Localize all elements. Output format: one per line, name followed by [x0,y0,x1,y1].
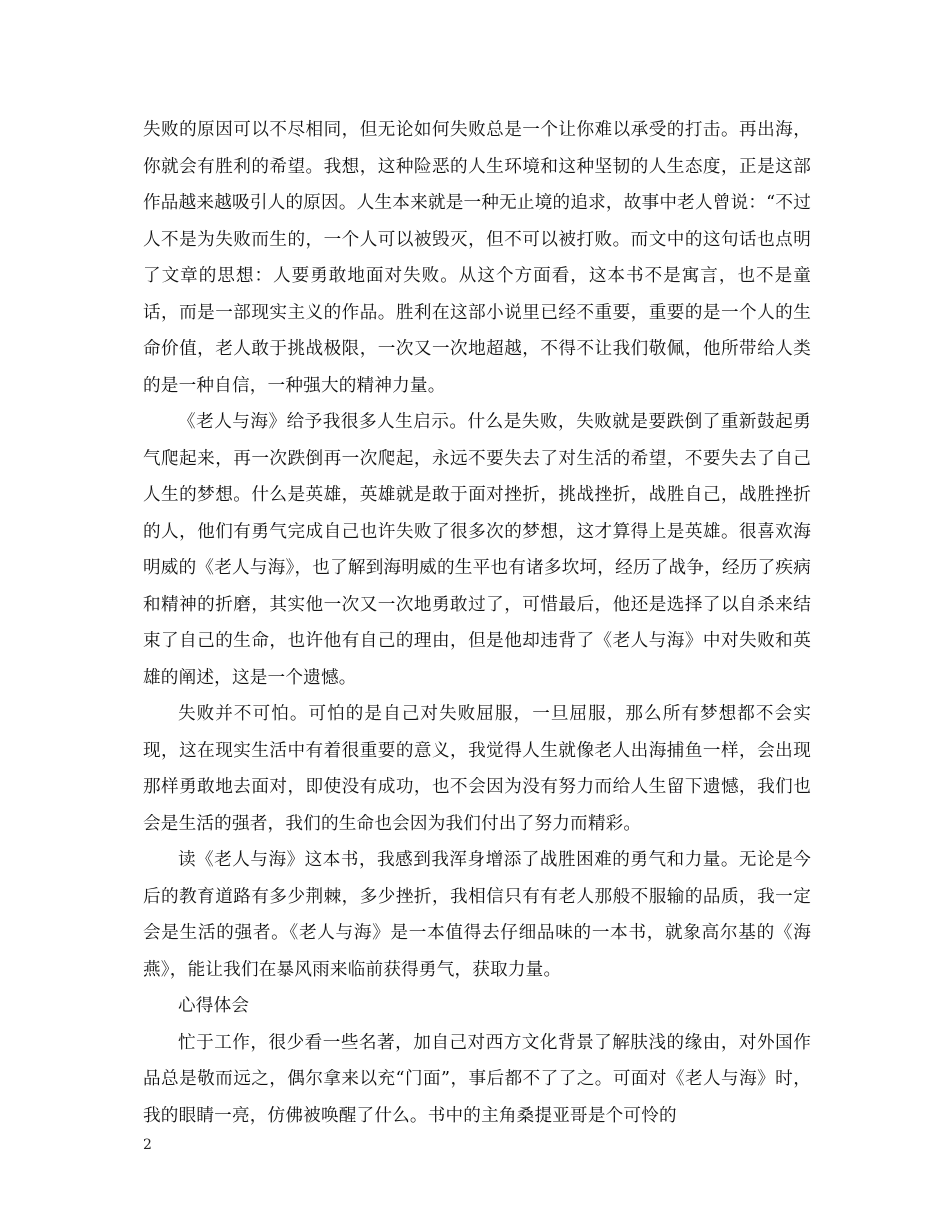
paragraph-3: 失败并不可怕。可怕的是自己对失败屈服，一旦屈服，那么所有梦想都不会实现，这在现实生活中有着很重要的意义，我觉得人生就像老人出海捕鱼一样，会出现那样勇敢地去面对，即使没有成功，也不会因为没有努力而给人生留下遗憾，我们也会是生活的强者，我们的生命也会因为我们付出了努力而精彩。 [143,704,811,834]
paragraph-2: 《老人与海》给予我很多人生启示。什么是失败，失败就是要跌倒了重新鼓起勇气爬起来，再一次跌倒再一次爬起，永远不要失去了对生活的希望，不要失去了自己人生的梦想。什么是英雄，英雄就是敢于面对挫折，挑战挫折，战胜自己，战胜挫折的人，他们有勇气完成自己也许失败了很多次的梦想，这才算得上是英雄。很喜欢海明威的《老人与海》，也了解到海明威的生平也有诸多坎坷，经历了战争，经历了疾病和精神的折磨，其实他一次又一次地勇敢过了，可惜最后，他还是选择了以自杀来结束了自己的生命，也许他有自己的理由，但是他却违背了《老人与海》中对失败和英雄的阐述，这是一个遗憾。 [143,412,811,688]
paragraph-4: 读《老人与海》这本书，我感到我浑身增添了战胜困难的勇气和力量。无论是今后的教育道路有多少荆棘，多少挫折，我相信只有有老人那般不服输的品质，我一定会是生活的强者。《老人与海》是一本值得去仔细品味的一本书，就象高尔基的《海燕》，能让我们在暴风雨来临前获得勇气，获取力量。 [143,850,811,980]
paragraph-1: 失败的原因可以不尽相同，但无论如何失败总是一个让你难以承受的打击。再出海，你就会有胜利的希望。我想，这种险恶的人生环境和这种坚韧的人生态度，正是这部作品越来越吸引人的原因。人生本来就是一种无止境的追求，故事中老人曾说：“不过人不是为失败而生的，一个人可以被毁灭，但不可以被打败。而文中的这句话也点明了文章的思想：人要勇敢地面对失败。从这个方面看，这本书不是寓言，也不是童话，而是一部现实主义的作品。胜利在这部小说里已经不重要，重要的是一个人的生命价值，老人敢于挑战极限，一次又一次地超越，不得不让我们敬佩，他所带给人类的是一种自信，一种强大的精神力量。 [143,120,811,396]
paragraph-5: 忙于工作，很少看一些名著，加自己对西方文化背景了解肤浅的缘由，对外国作品总是敬而远之，偶尔拿来以充“门面”，事后都不了了之。可面对《老人与海》时，我的眼睛一亮，仿佛被唤醒了什么。书中的主角桑提亚哥是个可怜的 [143,1032,811,1126]
page-number: 2 [143,1137,152,1153]
section-heading: 心得体会 [178,996,250,1016]
document-body [143,112,811,1134]
